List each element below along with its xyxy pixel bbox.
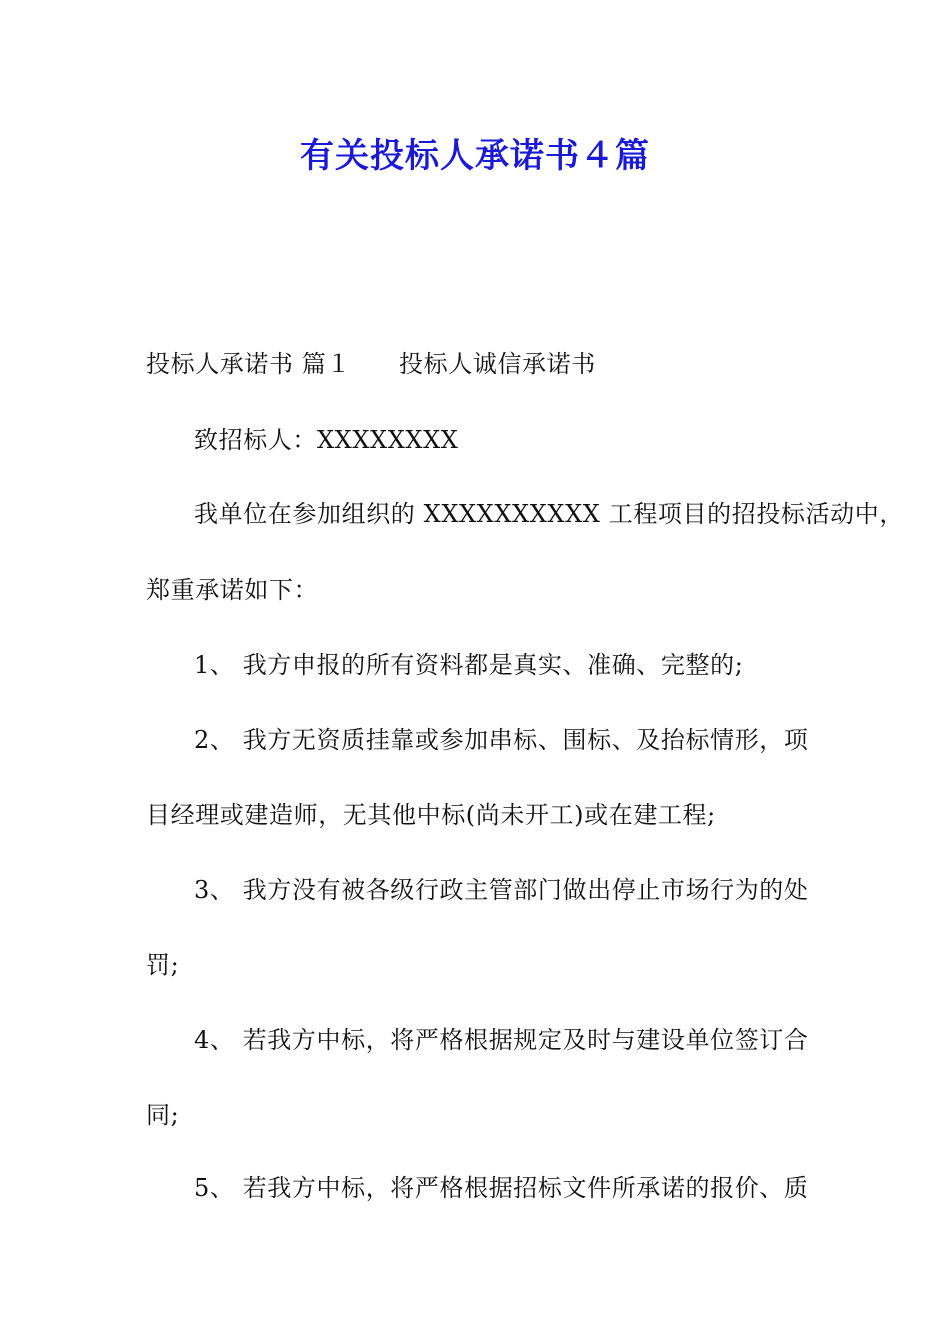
commitment-item-4: 4、 若我方中标，将严格根据规定及时与建设单位签订合	[194, 1026, 809, 1054]
commitment-item-3-continued: 罚;	[146, 951, 180, 979]
intro-paragraph-line: 我单位在参加组织的 XXXXXXXXXX 工程项目的招投标活动中，	[194, 500, 904, 528]
commitment-item-1: 1、 我方申报的所有资料都是真实、准确、完整的;	[194, 651, 744, 679]
commitment-item-5: 5、 若我方中标，将严格根据招标文件所承诺的报价、质	[194, 1174, 809, 1202]
commitment-item-4-continued: 同;	[146, 1101, 180, 1129]
section-heading-subtitle: 投标人诚信承诺书	[399, 350, 596, 378]
intro-paragraph-line: 郑重承诺如下：	[146, 576, 319, 604]
section-heading	[146, 344, 596, 379]
section-heading-number: 篇１	[301, 350, 352, 378]
addressee-line: 致招标人：XXXXXXXX	[194, 426, 459, 454]
section-heading-label: 投标人承诺书	[146, 350, 294, 378]
document-title: 有关投标人承诺书４篇	[300, 136, 650, 176]
commitment-item-2: 2、 我方无资质挂靠或参加串标、围标、及抬标情形，项	[194, 726, 809, 754]
commitment-item-2-continued: 目经理或建造师，无其他中标(尚未开工)或在建工程;	[146, 801, 716, 829]
commitment-item-3: 3、 我方没有被各级行政主管部门做出停止市场行为的处	[194, 876, 809, 904]
